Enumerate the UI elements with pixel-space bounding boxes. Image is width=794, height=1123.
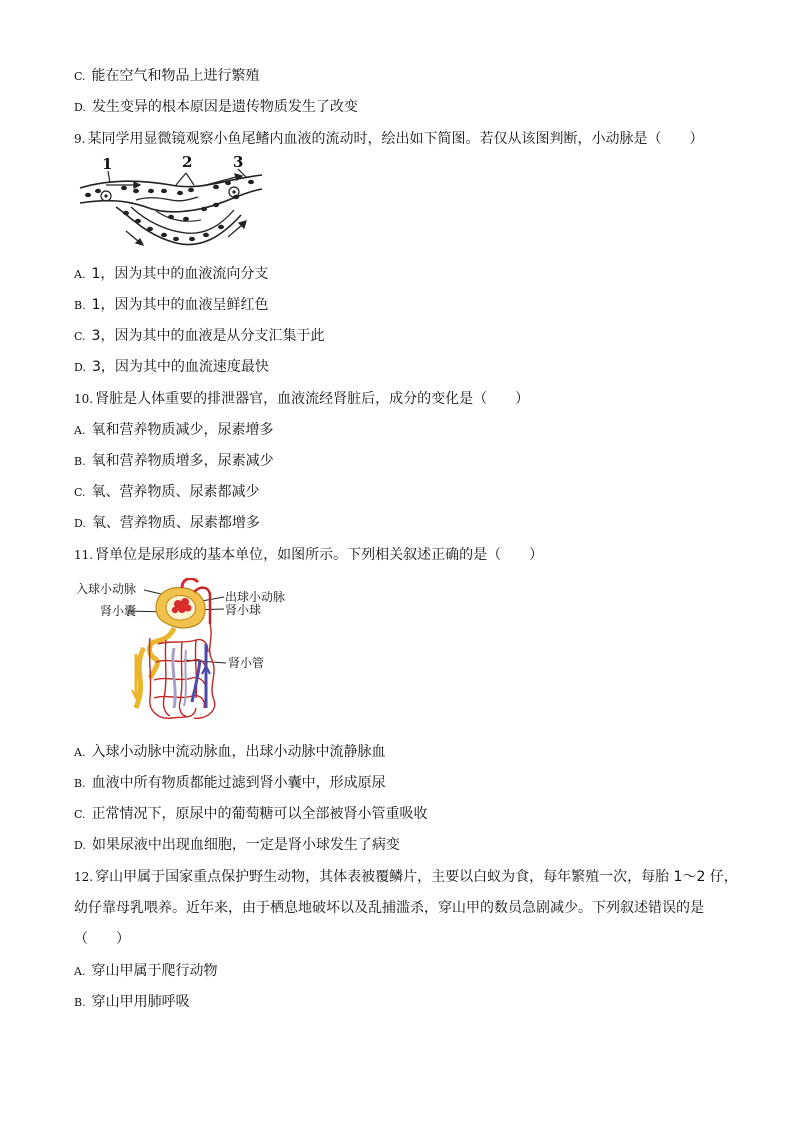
option-letter: A. (74, 268, 86, 281)
option-text: 穿山甲属于爬行动物 (91, 963, 218, 979)
question-12-option-a (74, 962, 217, 981)
option-text: 氧、营养物质、尿素都减少 (91, 484, 260, 500)
question-11-option-c (74, 805, 428, 824)
question-10-option-d (74, 514, 260, 533)
label-efferent-arteriole: 出球小动脉 (225, 590, 286, 604)
fish-tail-blood-flow-figure (76, 155, 266, 255)
option-text: 发生变异的根本原因是遗传物质发生了改变 (91, 99, 358, 115)
option-text: 氧、营养物质、尿素都增多 (91, 515, 260, 531)
option-letter: B. (74, 996, 86, 1009)
figure-label-1: 1 (102, 155, 113, 173)
option-letter: C. (74, 70, 86, 83)
option-text: 氧和营养物质减少，尿素增多 (91, 422, 274, 438)
label-renal-capsule: 肾小囊 (100, 604, 137, 618)
question-number: 9. (74, 132, 86, 146)
question-number: 11. (74, 548, 94, 562)
option-text: 能在空气和物品上进行繁殖 (91, 68, 260, 84)
question-11-option-d (74, 836, 400, 855)
question-12-stem-line2 (74, 899, 704, 917)
question-12-option-b (74, 993, 190, 1012)
question-9-option-b (74, 296, 269, 315)
question-9-option-a (74, 265, 268, 284)
question-text: 肾脏是人体重要的排泄器官，血液流经肾脏后，成分的变化是（ ） (95, 391, 530, 407)
question-10-stem (74, 390, 529, 408)
option-text: 1，因为其中的血液流向分支 (91, 266, 269, 282)
question-11-option-a (74, 743, 385, 762)
option-text: 穿山甲用肺呼吸 (91, 994, 190, 1010)
question-9-option-d (74, 358, 269, 377)
option-letter: A. (74, 424, 86, 437)
option-letter: A. (74, 746, 86, 759)
question-10-option-b (74, 452, 274, 471)
option-text: 3，因为其中的血流速度最快 (91, 359, 269, 375)
question-text: 肾单位是尿形成的基本单位，如图所示。下列相关叙述正确的是（ ） (95, 547, 544, 563)
nephron-figure (74, 578, 304, 728)
figure-label-3: 3 (233, 153, 244, 171)
option-text: 入球小动脉中流动脉血，出球小动脉中流静脉血 (91, 744, 386, 760)
label-renal-tubule: 肾小管 (228, 656, 265, 670)
option-text: 如果尿液中出现血细胞，一定是肾小球发生了病变 (91, 837, 400, 853)
option-letter: B. (74, 299, 86, 312)
question-number: 10. (74, 392, 94, 406)
question-number: 12. (74, 870, 94, 884)
figure-label-2: 2 (182, 153, 193, 171)
option-letter: A. (74, 965, 86, 978)
label-glomerulus: 肾小球 (225, 603, 262, 617)
option-letter: C. (74, 808, 86, 821)
option-c-prev (74, 67, 260, 86)
option-letter: C. (74, 330, 86, 343)
option-letter: C. (74, 486, 86, 499)
question-11-option-b (74, 774, 386, 793)
option-d-prev (74, 98, 358, 117)
option-text: 正常情况下，原尿中的葡萄糖可以全部被肾小管重吸收 (91, 806, 428, 822)
question-10-option-c (74, 483, 260, 502)
question-9-stem (74, 130, 703, 148)
option-text: 血液中所有物质都能过滤到肾小囊中，形成原尿 (91, 775, 386, 791)
question-text: 幼仔靠母乳喂养。近年来，由于栖息地破坏以及乱捕滥杀，穿山甲的数员急剧减少。下列叙述错误的是 (74, 900, 704, 916)
question-11-stem (74, 546, 543, 564)
option-text: 3，因为其中的血液是从分支汇集于此 (91, 328, 325, 344)
option-letter: D. (74, 517, 86, 530)
question-9-option-c (74, 327, 324, 346)
option-text: 氧和营养物质增多，尿素减少 (91, 453, 274, 469)
question-text: 某同学用显微镜观察小鱼尾鳍内血液的流动时，绘出如下简图。若仅从该图判断，小动脉是（ ） (87, 131, 704, 147)
option-letter: B. (74, 455, 86, 468)
option-text: 1，因为其中的血液呈鲜红色 (91, 297, 269, 313)
option-letter: D. (74, 101, 86, 114)
question-12-stem-line1 (74, 868, 738, 886)
option-letter: B. (74, 777, 86, 790)
option-letter: D. (74, 361, 86, 374)
label-afferent-arteriole: 入球小动脉 (76, 582, 137, 596)
question-10-option-a (74, 421, 273, 440)
option-letter: D. (74, 839, 86, 852)
answer-bracket: （ ） (74, 931, 130, 947)
question-text: 穿山甲属于国家重点保护野生动物，其体表被覆鳞片，主要以白蚁为食，每年繁殖一次，每胎 1～2 仔， (95, 869, 738, 885)
question-12-stem-line3 (74, 930, 130, 948)
